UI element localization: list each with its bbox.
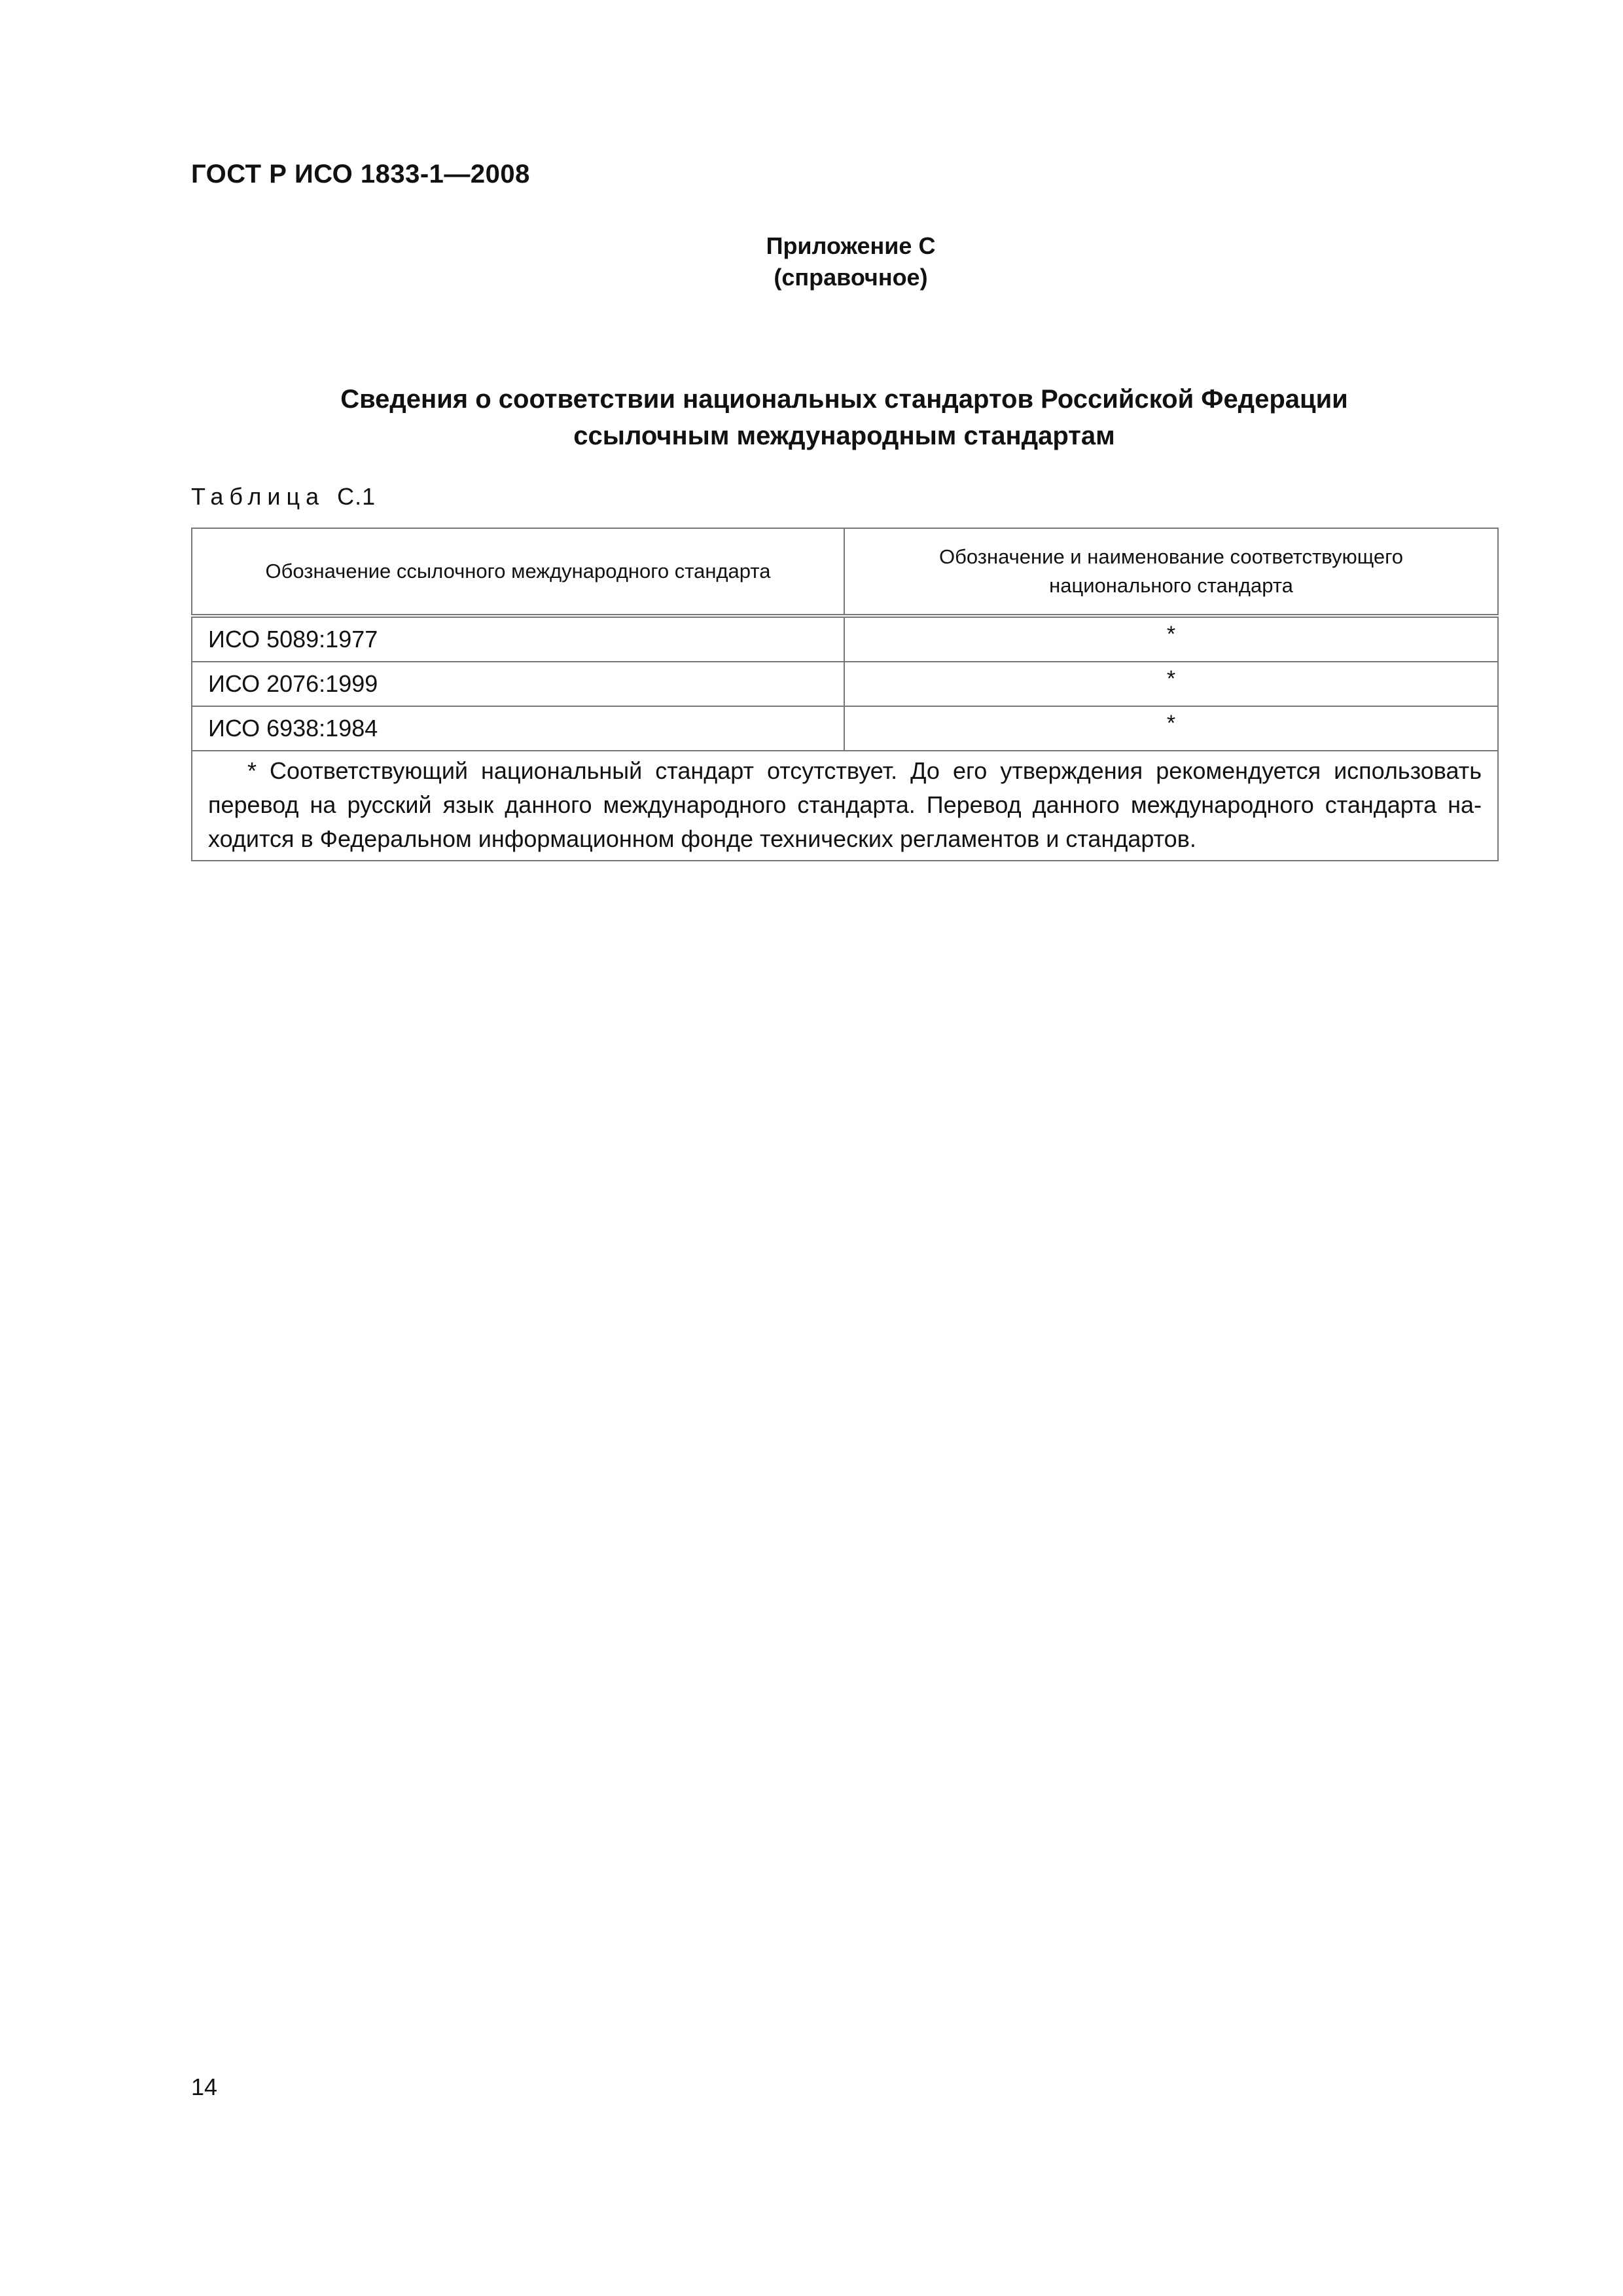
table-row	[192, 706, 1498, 751]
footnote-line: ходится в Федеральном информационном фонде технических регламентов и стандартов.	[208, 825, 1196, 852]
table-row	[192, 616, 1498, 662]
table-footnote-row	[192, 751, 1498, 861]
table-caption	[191, 483, 376, 511]
table-header-row	[192, 528, 1498, 616]
column-header-international: Обозначение ссылочного международного стандарта	[192, 528, 844, 616]
international-standard-cell: ИСО 5089:1977	[192, 616, 844, 662]
national-standard-cell: *	[844, 706, 1498, 751]
column-header-national: Обозначение и наименование соответствующего национального стандарта	[844, 528, 1498, 616]
footnote-line: перевод на русский язык данного международного стандарта. Перевод данного международного стандарта на-	[208, 791, 1482, 818]
standards-table	[191, 528, 1499, 861]
appendix-title: Приложение С	[766, 232, 936, 259]
table-footnote	[192, 751, 1498, 861]
national-standard-cell: *	[844, 662, 1498, 706]
appendix-kind: (справочное)	[774, 264, 928, 291]
table-caption-number: С.1	[337, 483, 376, 510]
document-code: ГОСТ Р ИСО 1833-1—2008	[191, 160, 530, 188]
national-standard-cell: *	[844, 616, 1498, 662]
international-standard-cell: ИСО 6938:1984	[192, 706, 844, 751]
table-caption-label: Таблица	[191, 483, 325, 510]
footnote-line: * Соответствующий национальный стандарт отсутствует. До его утверждения рекомендуется использовать	[247, 757, 1482, 784]
section-heading-line-1: Сведения о соответствии национальных стандартов Российской Федерации	[340, 385, 1348, 414]
international-standard-cell: ИСО 2076:1999	[192, 662, 844, 706]
section-heading-line-2: ссылочным международным стандартам	[573, 422, 1115, 450]
page-number: 14	[191, 2073, 218, 2100]
table-row	[192, 662, 1498, 706]
